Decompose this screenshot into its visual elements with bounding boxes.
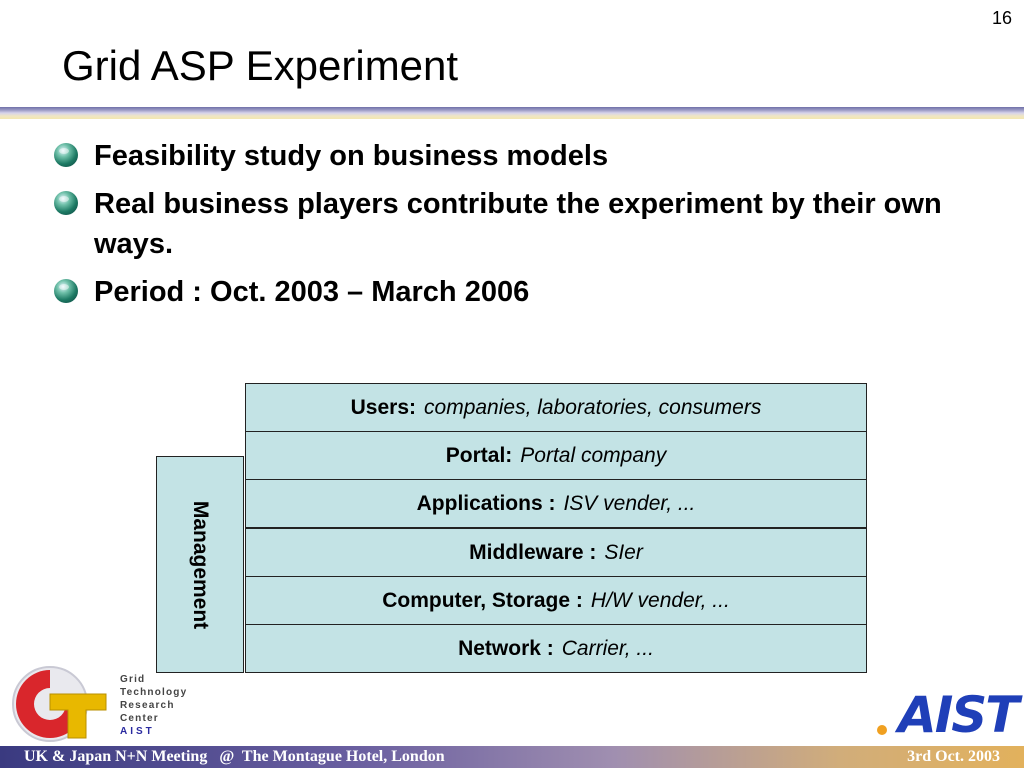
layer-applications — [245, 479, 867, 528]
gtrc-logo-words — [120, 673, 187, 738]
logo-word: Research — [120, 700, 175, 711]
bullet-sphere-icon — [54, 191, 78, 215]
slide-title: Grid ASP Experiment — [62, 42, 459, 89]
bullet-item — [52, 184, 982, 264]
layer-value: ISV vender, ... — [563, 491, 696, 515]
bullet-text: Feasibility study on business models — [94, 140, 609, 172]
bullet-item — [52, 272, 982, 312]
layer-value: H/W vender, ... — [590, 588, 730, 612]
bullet-text: Real business players contribute the experiment by their own ways. — [94, 188, 942, 260]
bullet-sphere-icon — [54, 279, 78, 303]
logo-word: Grid — [120, 674, 146, 685]
bullet-item — [52, 136, 982, 176]
layer-value: Portal company — [520, 443, 667, 467]
layer-label: Users: — [350, 395, 417, 419]
layer-users — [245, 383, 867, 432]
layer-value: companies, laboratories, consumers — [424, 395, 762, 419]
bullet-sphere-icon — [54, 143, 78, 167]
page-number: 16 — [991, 8, 1012, 28]
layer-label: Applications : — [416, 491, 556, 515]
bullet-text: Period : Oct. 2003 – March 2006 — [94, 276, 530, 308]
footer-bar — [0, 746, 1024, 768]
layer-portal — [245, 431, 867, 480]
layer-value: SIer — [604, 540, 643, 564]
layer-middleware — [245, 528, 867, 577]
layer-label: Computer, Storage : — [382, 588, 583, 612]
management-label: Management — [189, 500, 212, 629]
footer-right-text: 3rd Oct. 2003 — [907, 748, 1000, 765]
bullet-list — [52, 136, 982, 320]
layer-computer-storage — [245, 576, 867, 625]
layer-value: Carrier, ... — [561, 636, 654, 660]
title-divider — [0, 107, 1024, 119]
layer-stack — [245, 383, 867, 673]
layer-network — [245, 624, 867, 673]
logo-word: Technology — [120, 687, 188, 698]
layer-label: Portal: — [445, 443, 513, 467]
management-column — [156, 456, 244, 673]
aist-logo-text: AIST — [898, 686, 1018, 744]
logo-word: AIST — [120, 726, 155, 737]
logo-word: Center — [120, 713, 159, 724]
layer-label: Middleware : — [469, 540, 597, 564]
layer-label: Network : — [458, 636, 554, 660]
footer-left-text: UK & Japan N+N Meeting @ The Montague Hotel, London — [24, 748, 445, 765]
